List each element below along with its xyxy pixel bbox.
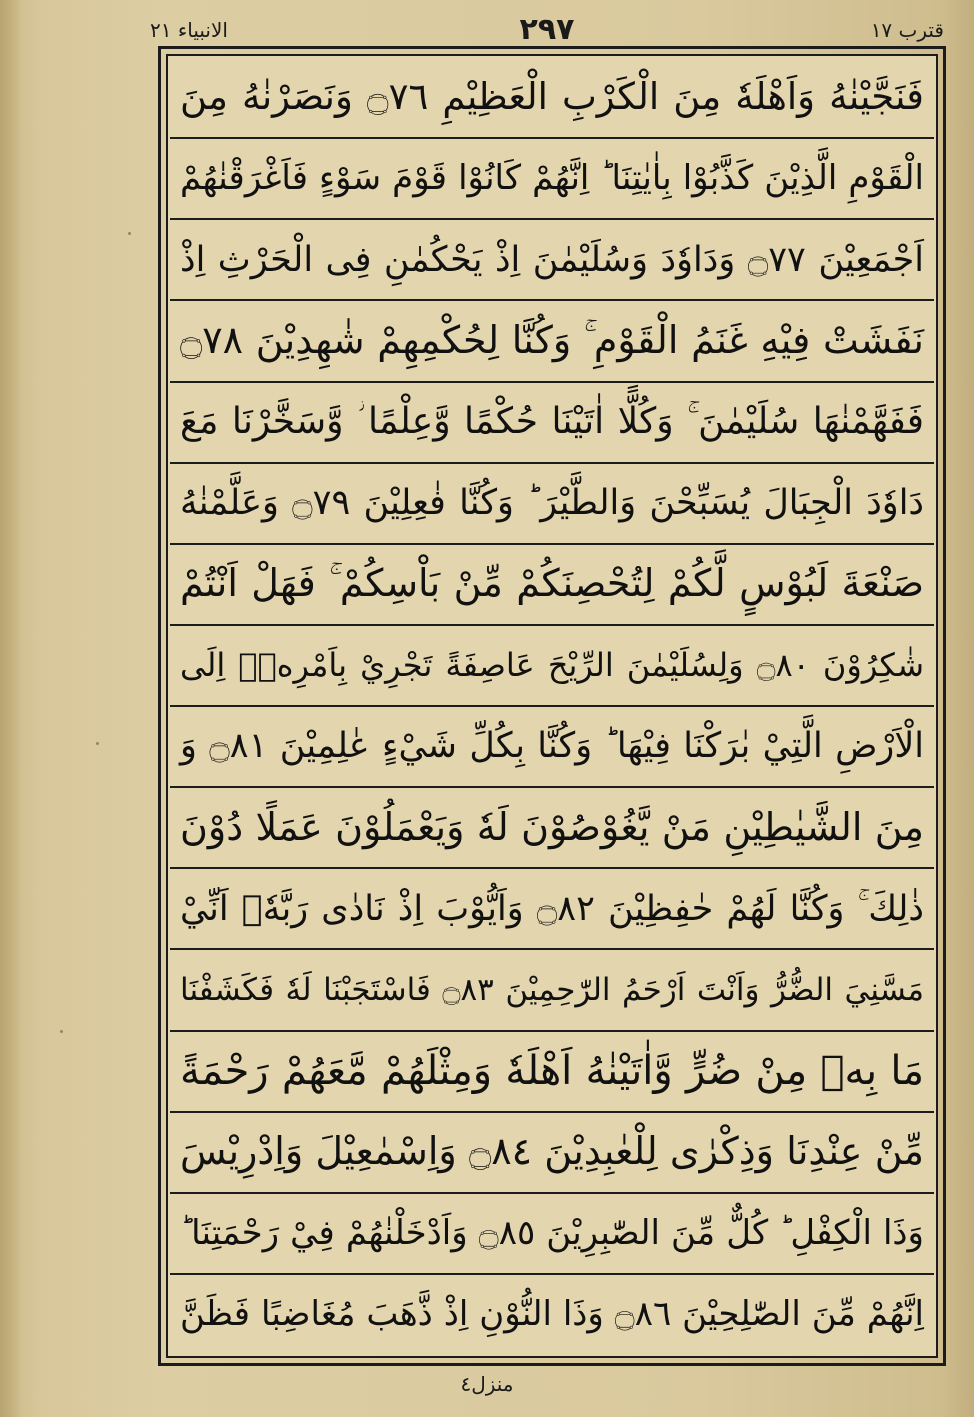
verse-line-text: اِنَّهُمْ مِّنَ الصّٰلِحِيْنَ ۝٨٦ وَذَا النُّوْنِ اِذْ ذَّهَبَ مُغَاضِبًا فَظَنَّ [180, 1293, 924, 1334]
verse-line-text: الْاَرْضِ الَّتِيْ بٰرَكْنَا فِيْهَا ؕ وَكُنَّا بِكُلِّ شَيْءٍ عٰلِمِيْنَ ۝٨١ وَ [180, 726, 924, 767]
verse-line-text: اَجْمَعِيْنَ ۝٧٧ وَدَاوٗدَ وَسُلَيْمٰنَ اِذْ يَحْكُمٰنِ فِى الْحَرْثِ اِذْ [180, 239, 925, 280]
verse-line-text: وَذَا الْكِفْلِ ؕ كُلٌّ مِّنَ الصّٰبِرِيْنَ ۝٨٥ وَاَدْخَلْنٰهُمْ فِيْ رَحْمَتِنَا ؕ [180, 1212, 924, 1253]
surah-label: الانبياء ٢١ [150, 18, 228, 42]
paper-speck [60, 1030, 63, 1033]
verse-line-text: الْقَوْمِ الَّذِيْنَ كَذَّبُوْا بِاٰيٰتِنَا ؕ اِنَّهُمْ كَانُوْا قَوْمَ سَوْءٍ فَاَغْرَقْنٰهُمْ [180, 157, 924, 198]
manzil-label: منزل٤ [460, 1372, 514, 1396]
verse-line-text: مِّنْ عِنْدِنَا وَذِكْرٰى لِلْعٰبِدِيْنَ ۝٨٤ وَاِسْمٰعِيْلَ وَاِدْرِيْسَ [180, 1129, 924, 1174]
verse-line-text: ذٰلِكَ ۚ وَكُنَّا لَهُمْ حٰفِظِيْنَ ۝٨٢ وَاَيُّوْبَ اِذْ نَادٰى رَبَّهٗۤ اَنِّيْ [180, 888, 924, 929]
page-number: ٢٩٧ [519, 12, 575, 47]
page-footer [0, 1372, 974, 1396]
verse-line-text: شٰكِرُوْنَ ۝٨٠ وَلِسُلَيْمٰنَ الرِّيْحَ عَاصِفَةً تَجْرِيْ بِاَمْرِهٖۤ اِلَى [180, 645, 925, 684]
paper-speck [128, 232, 131, 235]
verse-line [170, 545, 934, 626]
juz-label: قترب ١٧ [870, 18, 944, 42]
verse-line-text: صَنْعَةَ لَبُوْسٍ لَّكُمْ لِتُحْصِنَكُمْ مِّنْ بَاْسِكُمْ ۚ فَهَلْ اَنْتُمْ [180, 561, 924, 606]
verse-line [170, 383, 934, 464]
paper-speck [96, 742, 99, 745]
page-header [150, 8, 944, 48]
verse-line [170, 950, 934, 1031]
verse-line [170, 1113, 934, 1194]
verse-line-text: مِنَ الشَّيٰطِيْنِ مَنْ يَّغُوْصُوْنَ لَهٗ وَيَعْمَلُوْنَ عَمَلًا دُوْنَ [180, 804, 924, 849]
verse-line-text: نَفَشَتْ فِيْهِ غَنَمُ الْقَوْمِ ۚ وَكُنَّا لِحُكْمِهِمْ شٰهِدِيْنَ ۝٧٨ [180, 318, 924, 363]
verse-line [170, 464, 934, 545]
verse-line-text: فَفَهَّمْنٰهَا سُلَيْمٰنَ ۚ وَكُلًّا اٰتَيْنَا حُكْمًا وَّعِلْمًا ؗ وَّسَخَّرْنَا مَعَ [180, 401, 924, 443]
page-gutter-shadow [0, 0, 22, 1417]
verse-line-text: مَا بِهٖ مِنْ ضُرٍّ وَّاٰتَيْنٰهُ اَهْلَهٗ وَمِثْلَهُمْ مَّعَهُمْ رَحْمَةً [180, 1048, 924, 1095]
verse-line [170, 1275, 934, 1354]
verse-line [170, 139, 934, 220]
verse-line [170, 58, 934, 139]
verse-line [170, 869, 934, 950]
verse-line [170, 301, 934, 382]
verse-lines [170, 58, 934, 1354]
verse-line [170, 1032, 934, 1113]
verse-line [170, 707, 934, 788]
verse-line-text: دَاوٗدَ الْجِبَالَ يُسَبِّحْنَ وَالطَّيْرَ ؕ وَكُنَّا فٰعِلِيْنَ ۝٧٩ وَعَلَّمْنٰهُ [180, 482, 924, 523]
verse-line-text: مَسَّنِيَ الضُّرُّ وَاَنْتَ اَرْحَمُ الرّٰحِمِيْنَ ۝٨٣ فَاسْتَجَبْنَا لَهٗ فَكَشَفْنَا [180, 971, 924, 1008]
verse-line-text: فَنَجَّيْنٰهُ وَاَهْلَهٗ مِنَ الْكَرْبِ الْعَظِيْمِ ۝٧٦ وَنَصَرْنٰهُ مِنَ [180, 75, 924, 119]
verse-line [170, 220, 934, 301]
verse-line [170, 788, 934, 869]
verse-line [170, 626, 934, 707]
verse-line [170, 1194, 934, 1275]
